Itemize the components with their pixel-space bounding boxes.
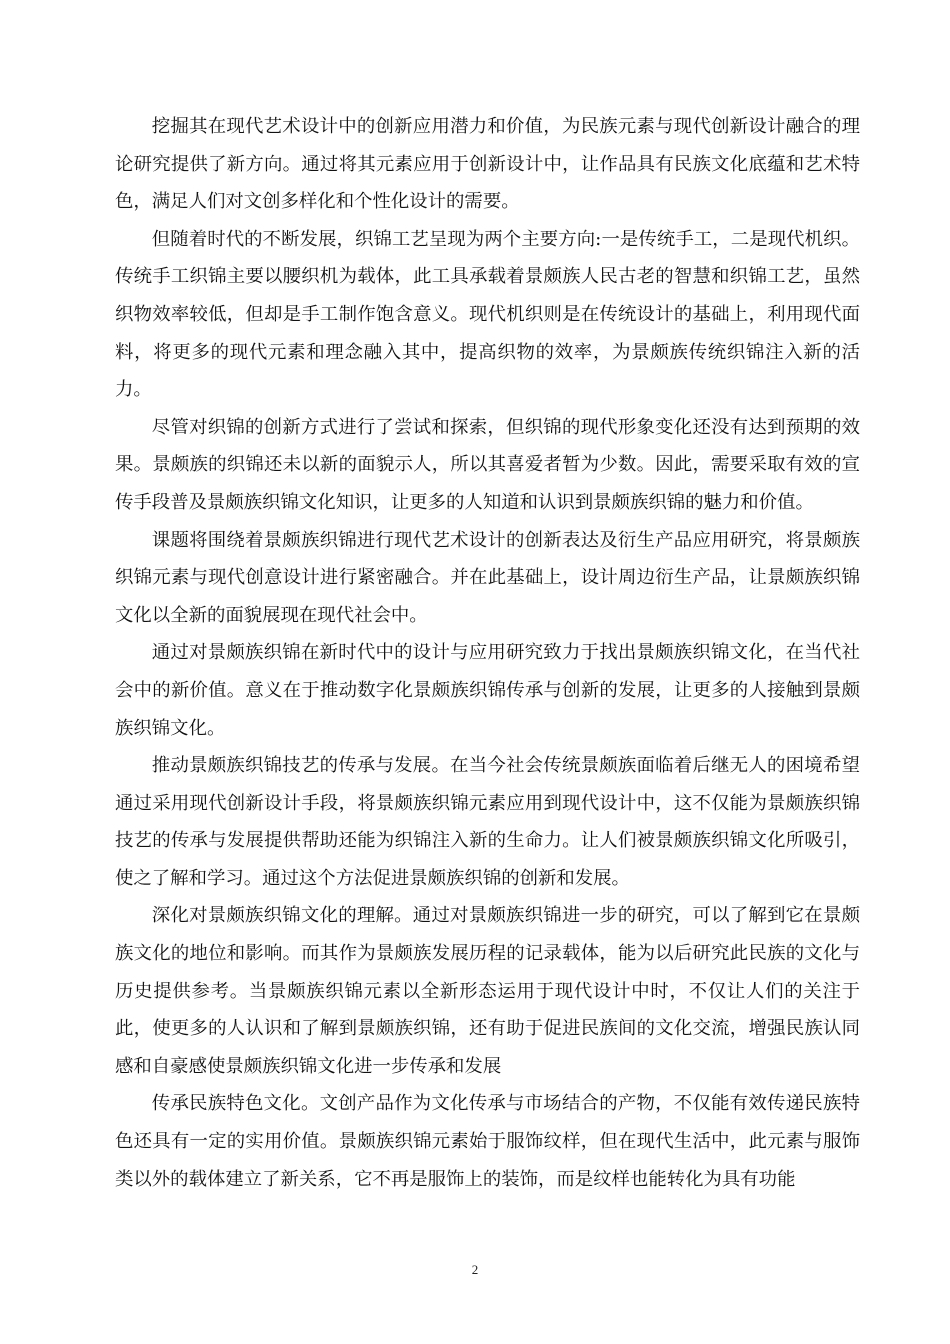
paragraph: 课题将围绕着景颇族织锦进行现代艺术设计的创新表达及衍生产品应用研究，将景颇族织锦元素与现代创意设计进行紧密融合。并在此基础上，设计周边衍生产品，让景颇族织锦文化以全新的面貌展现在现代社会中。: [115, 529, 860, 626]
paragraph: 尽管对织锦的创新方式进行了尝试和探索，但织锦的现代形象变化还没有达到预期的效果。景颇族的织锦还未以新的面貌示人，所以其喜爱者暂为少数。因此，需要采取有效的宣传手段普及景颇族织锦文化知识，让更多的人知道和认识到景颇族织锦的魅力和价值。: [115, 416, 860, 513]
paragraph: 传承民族特色文化。文创产品作为文化传承与市场结合的产物，不仅能有效传递民族特色还具有一定的实用价值。景颇族织锦元素始于服饰纹样，但在现代生活中，此元素与服饰类以外的载体建立了新关系，它不再是服饰上的装饰，而是纹样也能转化为具有功能: [115, 1093, 860, 1190]
paragraph: 但随着时代的不断发展，织锦工艺呈现为两个主要方向:一是传统手工，二是现代机织。传统手工织锦主要以腰织机为载体，此工具承载着景颇族人民古老的智慧和织锦工艺，虽然织物效率较低，但却是手工制作饱含意义。现代机织则是在传统设计的基础上，利用现代面料，将更多的现代元素和理念融入其中，提高织物的效率，为景颇族传统织锦注入新的活力。: [115, 228, 860, 401]
paragraph: 推动景颇族织锦技艺的传承与发展。在当今社会传统景颇族面临着后继无人的困境希望通过采用现代创新设计手段，将景颇族织锦元素应用到现代设计中，这不仅能为景颇族织锦技艺的传承与发展提供帮助还能为织锦注入新的生命力。让人们被景颇族织锦文化所吸引，使之了解和学习。通过这个方法促进景颇族织锦的创新和发展。: [115, 755, 860, 889]
paragraph: 挖掘其在现代艺术设计中的创新应用潜力和价值，为民族元素与现代创新设计融合的理论研究提供了新方向。通过将其元素应用于创新设计中，让作品具有民族文化底蕴和艺术特色，满足人们对文创多样化和个性化设计的需要。: [115, 116, 860, 213]
paragraph: 深化对景颇族织锦文化的理解。通过对景颇族织锦进一步的研究，可以了解到它在景颇族文化的地位和影响。而其作为景颇族发展历程的记录载体，能为以后研究此民族的文化与历史提供参考。当景颇族织锦元素以全新形态运用于现代设计中时，不仅让人们的关注于此，使更多的人认识和了解到景颇族织锦，还有助于促进民族间的文化交流，增强民族认同感和自豪感使景颇族织锦文化进一步传承和发展: [115, 905, 860, 1077]
paragraph: 通过对景颇族织锦在新时代中的设计与应用研究致力于找出景颇族织锦文化，在当代社会中的新价值。意义在于推动数字化景颇族织锦传承与创新的发展，让更多的人接触到景颇族织锦文化。: [115, 642, 860, 739]
body-text: [115, 108, 860, 1198]
page-number: 2: [471, 1262, 479, 1277]
